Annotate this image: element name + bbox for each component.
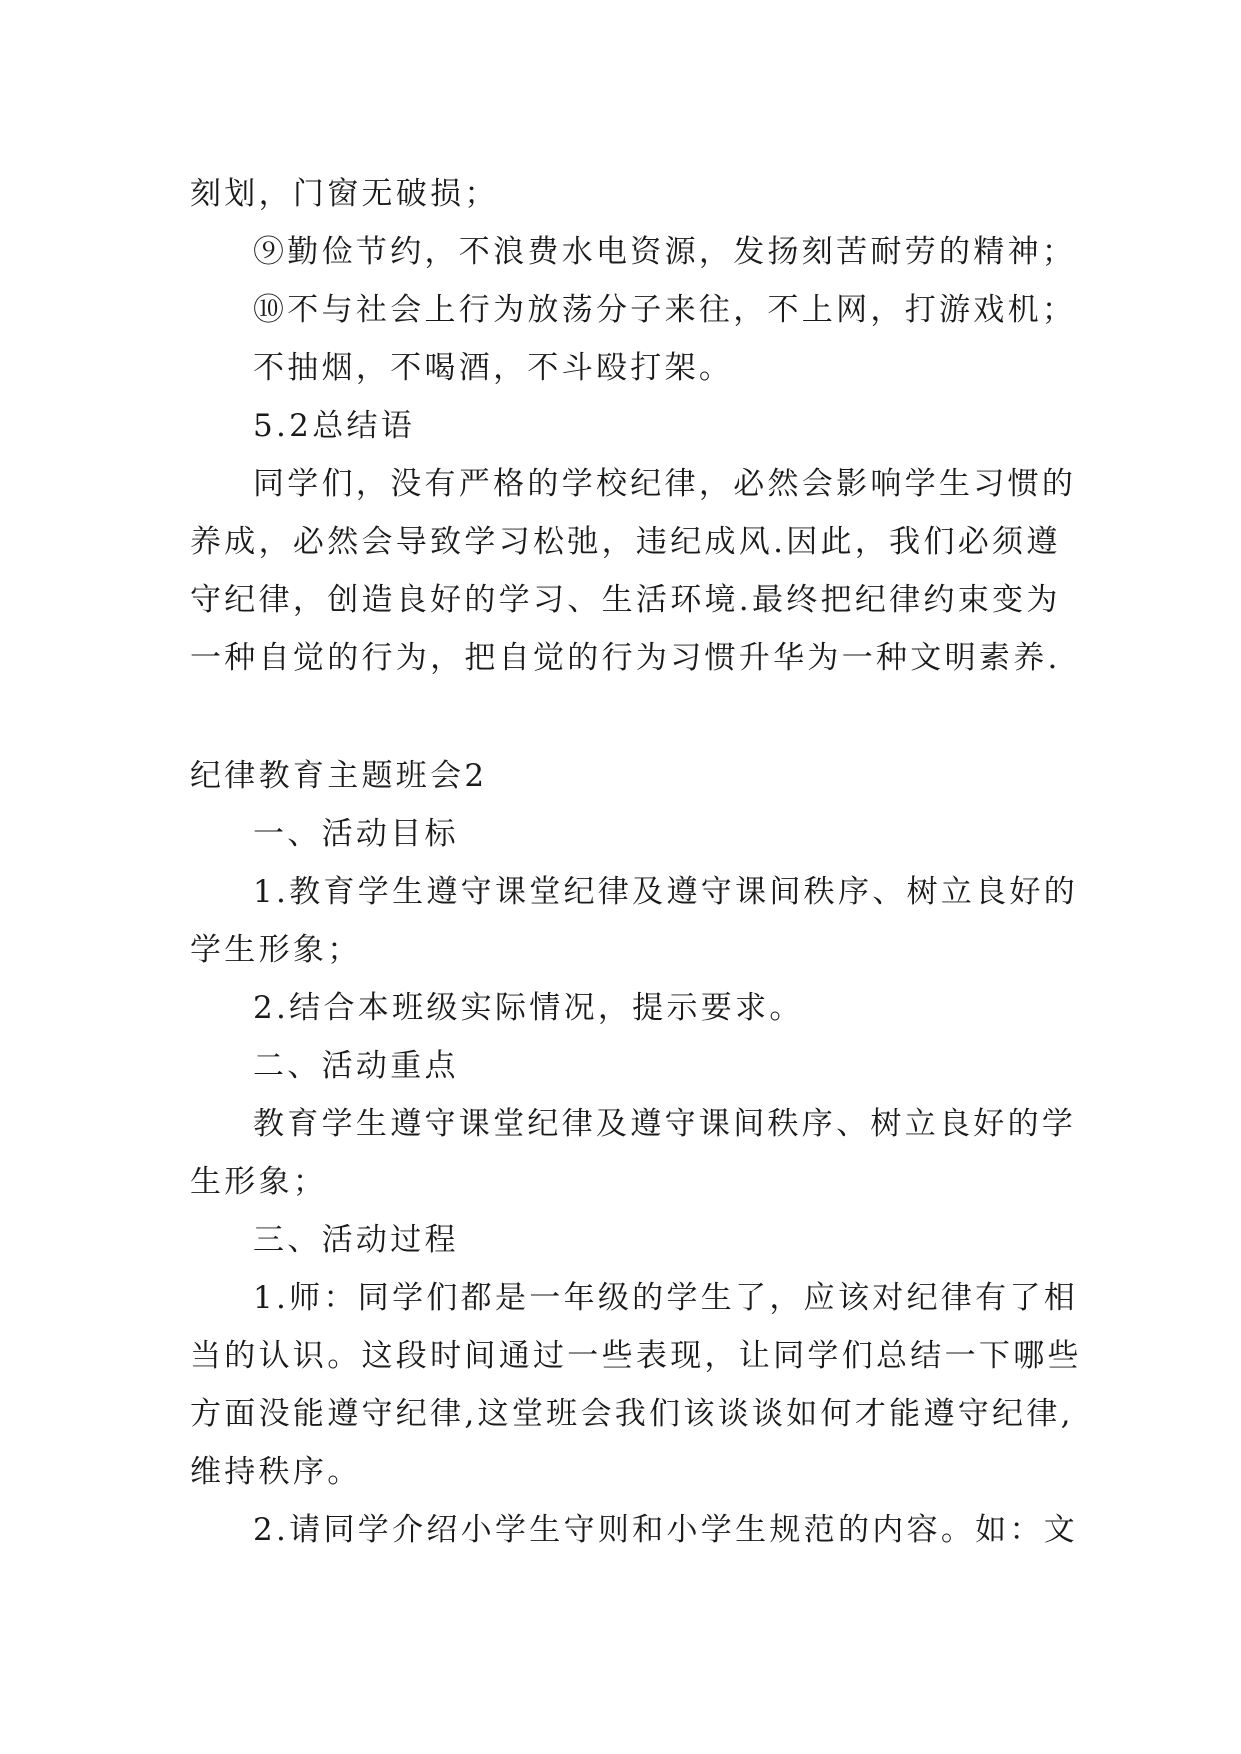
text-line: 刻划，门窗无破损； xyxy=(190,176,499,212)
text-line: 1.师：同学们都是一年级的学生了，应该对纪律有了相 xyxy=(253,1280,1079,1316)
text-line: 同学们，没有严格的学校纪律，必然会影响学生习惯的 xyxy=(253,466,1077,502)
text-line: 维持秩序。 xyxy=(190,1454,362,1490)
text-line: 2.请同学介绍小学生守则和小学生规范的内容。如：文 xyxy=(253,1512,1079,1548)
text-line: 生形象； xyxy=(190,1164,328,1200)
text-line: 养成，必然会导致学习松弛，违纪成风.因此，我们必须遵 xyxy=(190,524,1061,560)
text-line: 1.教育学生遵守课堂纪律及遵守课间秩序、树立良好的 xyxy=(253,874,1079,910)
text-line: 一种自觉的行为，把自觉的行为习惯升华为一种文明素养. xyxy=(190,640,1061,676)
section-heading: 三、活动过程 xyxy=(253,1222,459,1258)
section-heading: 5.2总结语 xyxy=(253,408,416,444)
document-title: 纪律教育主题班会2 xyxy=(190,758,488,794)
text-line: 当的认识。这段时间通过一些表现，让同学们总结一下哪些 xyxy=(190,1338,1082,1374)
text-line: 教育学生遵守课堂纪律及遵守课间秩序、树立良好的学 xyxy=(253,1106,1077,1142)
section-heading: 一、活动目标 xyxy=(253,816,459,852)
text-line: 守纪律，创造良好的学习、生活环境.最终把纪律约束变为 xyxy=(190,582,1061,618)
section-heading: 二、活动重点 xyxy=(253,1048,459,1084)
text-line: 方面没能遵守纪律,这堂班会我们该谈谈如何才能遵守纪律, xyxy=(190,1396,1074,1432)
text-line: 不抽烟，不喝酒，不斗殴打架。 xyxy=(253,350,734,386)
text-line: ⑨勤俭节约，不浪费水电资源，发扬刻苦耐劳的精神； xyxy=(253,234,1077,270)
text-line: 2.结合本班级实际情况，提示要求。 xyxy=(253,990,804,1026)
text-line: 学生形象； xyxy=(190,932,362,968)
text-line: ⑩不与社会上行为放荡分子来往，不上网，打游戏机； xyxy=(253,292,1077,328)
